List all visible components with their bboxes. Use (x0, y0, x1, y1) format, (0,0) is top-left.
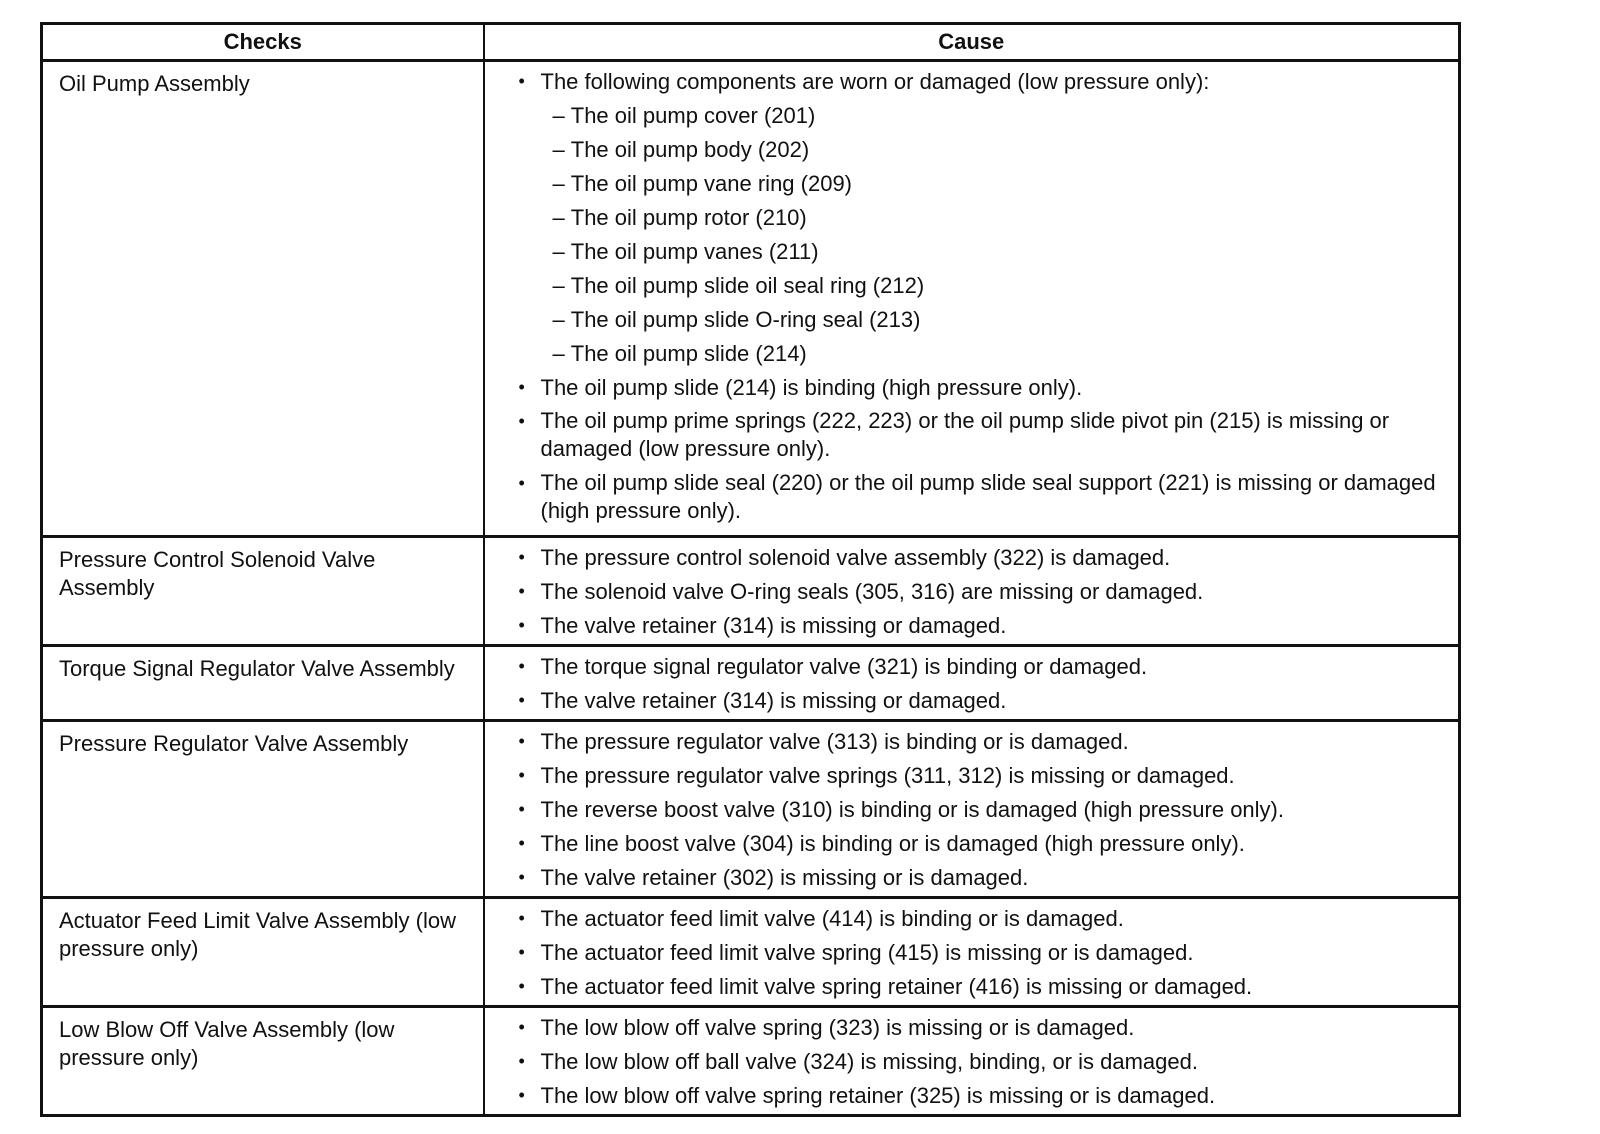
bullet-icon: • (518, 581, 525, 601)
sub-cause-item (541, 305, 1439, 334)
sub-cause-text: The oil pump slide O-ring seal (213) (570, 307, 921, 332)
table-row (42, 646, 1460, 721)
cause-item (515, 727, 1439, 756)
cause-text: The oil pump slide seal (220) or the oil pump slide seal support (221) is missing or damaged (high pressure only). (540, 470, 1436, 523)
bullet-icon: • (518, 765, 525, 785)
cause-text: The actuator feed limit valve spring retainer (416) is missing or damaged. (540, 974, 1253, 999)
sub-cause-item (541, 135, 1439, 164)
cause-list (515, 904, 1439, 1001)
dash-icon: – (552, 205, 565, 230)
cause-cell (484, 646, 1460, 721)
check-cell: Pressure Control Solenoid Valve Assembly (42, 537, 484, 646)
cause-text: The reverse boost valve (310) is binding or is damaged (high pressure only). (540, 797, 1284, 822)
cause-text: The solenoid valve O-ring seals (305, 316) are missing or damaged. (540, 579, 1204, 604)
bullet-icon: • (518, 833, 525, 853)
sub-cause-text: The oil pump vanes (211) (570, 239, 819, 264)
cause-item (515, 543, 1439, 572)
table-row (42, 1007, 1460, 1116)
cause-text: The actuator feed limit valve spring (415) is missing or is damaged. (540, 940, 1194, 965)
bullet-icon: • (518, 1017, 525, 1037)
cause-item (515, 904, 1439, 933)
sub-cause-text: The oil pump slide (214) (570, 341, 807, 366)
cause-text: The valve retainer (302) is missing or is damaged. (540, 865, 1029, 890)
cause-cell (484, 721, 1460, 898)
bullet-icon: • (518, 377, 525, 397)
cause-text: The oil pump prime springs (222, 223) or the oil pump slide pivot pin (215) is missing or damaged (low pressure only). (540, 408, 1390, 461)
check-cell: Torque Signal Regulator Valve Assembly (42, 646, 484, 721)
cause-item (515, 1047, 1439, 1076)
dash-icon: – (552, 341, 565, 366)
cause-text: The oil pump slide (214) is binding (high pressure only). (540, 375, 1083, 400)
cause-item (515, 761, 1439, 790)
cause-item (515, 67, 1439, 368)
sub-cause-item (541, 101, 1439, 130)
cause-item (515, 972, 1439, 1001)
cause-text: The pressure regulator valve springs (311, 312) is missing or damaged. (540, 763, 1235, 788)
bullet-icon: • (518, 1051, 525, 1071)
cause-item (515, 1081, 1439, 1110)
dash-icon: – (552, 103, 565, 128)
cause-list (515, 1013, 1439, 1110)
bullet-icon: • (518, 867, 525, 887)
cause-cell (484, 61, 1460, 537)
sub-cause-item (541, 203, 1439, 232)
sub-cause-text: The oil pump slide oil seal ring (212) (570, 273, 925, 298)
cause-text: The pressure control solenoid valve assembly (322) is damaged. (540, 545, 1171, 570)
table-body (42, 61, 1460, 1116)
cause-cell (484, 537, 1460, 646)
sub-cause-text: The oil pump rotor (210) (570, 205, 807, 230)
cause-item (515, 686, 1439, 715)
header-row (42, 24, 1460, 61)
bullet-icon: • (518, 656, 525, 676)
sub-cause-item (541, 271, 1439, 300)
cause-item (515, 469, 1439, 525)
cause-text: The torque signal regulator valve (321) is binding or damaged. (540, 654, 1148, 679)
cause-item (515, 373, 1439, 402)
cause-text: The pressure regulator valve (313) is binding or is damaged. (540, 729, 1129, 754)
bullet-icon: • (518, 731, 525, 751)
cause-list (515, 727, 1439, 892)
checks-cause-table (40, 22, 1461, 1117)
sub-cause-item (541, 339, 1439, 368)
sub-cause-item (541, 237, 1439, 266)
header-cause: Cause (484, 24, 1460, 61)
bullet-icon: • (518, 411, 525, 431)
sub-cause-text: The oil pump cover (201) (570, 103, 816, 128)
cause-list (515, 652, 1439, 715)
bullet-icon: • (518, 976, 525, 996)
bullet-icon: • (518, 615, 525, 635)
bullet-icon: • (518, 690, 525, 710)
bullet-icon: • (518, 473, 525, 493)
dash-icon: – (552, 137, 565, 162)
cause-cell (484, 898, 1460, 1007)
check-cell: Actuator Feed Limit Valve Assembly (low pressure only) (42, 898, 484, 1007)
cause-item (515, 938, 1439, 967)
cause-cell (484, 1007, 1460, 1116)
table-row (42, 61, 1460, 537)
check-cell: Oil Pump Assembly (42, 61, 484, 537)
cause-item (515, 577, 1439, 606)
cause-text: The low blow off ball valve (324) is missing, binding, or is damaged. (540, 1049, 1198, 1074)
bullet-icon: • (518, 547, 525, 567)
cause-text: The following components are worn or damaged (low pressure only): (540, 69, 1210, 94)
sub-cause-text: The oil pump body (202) (570, 137, 810, 162)
cause-list (515, 543, 1439, 640)
cause-text: The low blow off valve spring retainer (325) is missing or is damaged. (540, 1083, 1216, 1108)
cause-text: The valve retainer (314) is missing or damaged. (540, 613, 1007, 638)
cause-item (515, 829, 1439, 858)
header-checks: Checks (42, 24, 484, 61)
dash-icon: – (552, 273, 565, 298)
bullet-icon: • (518, 799, 525, 819)
bullet-icon: • (518, 1085, 525, 1105)
cause-item (515, 795, 1439, 824)
cause-item (515, 1013, 1439, 1042)
sub-cause-list (541, 101, 1439, 368)
table-row (42, 721, 1460, 898)
check-cell: Low Blow Off Valve Assembly (low pressure only) (42, 1007, 484, 1116)
dash-icon: – (552, 307, 565, 332)
cause-text: The line boost valve (304) is binding or is damaged (high pressure only). (540, 831, 1245, 856)
sub-cause-item (541, 169, 1439, 198)
cause-item (515, 611, 1439, 640)
table-row (42, 898, 1460, 1007)
table-row (42, 537, 1460, 646)
cause-item (515, 652, 1439, 681)
cause-text: The valve retainer (314) is missing or damaged. (540, 688, 1007, 713)
dash-icon: – (552, 171, 565, 196)
sub-cause-text: The oil pump vane ring (209) (570, 171, 853, 196)
bullet-icon: • (518, 71, 525, 91)
cause-item (515, 863, 1439, 892)
bullet-icon: • (518, 908, 525, 928)
dash-icon: – (552, 239, 565, 264)
bullet-icon: • (518, 942, 525, 962)
cause-list (515, 67, 1439, 525)
cause-text: The low blow off valve spring (323) is missing or is damaged. (540, 1015, 1135, 1040)
cause-text: The actuator feed limit valve (414) is binding or is damaged. (540, 906, 1124, 931)
check-cell: Pressure Regulator Valve Assembly (42, 721, 484, 898)
cause-item (515, 407, 1439, 463)
